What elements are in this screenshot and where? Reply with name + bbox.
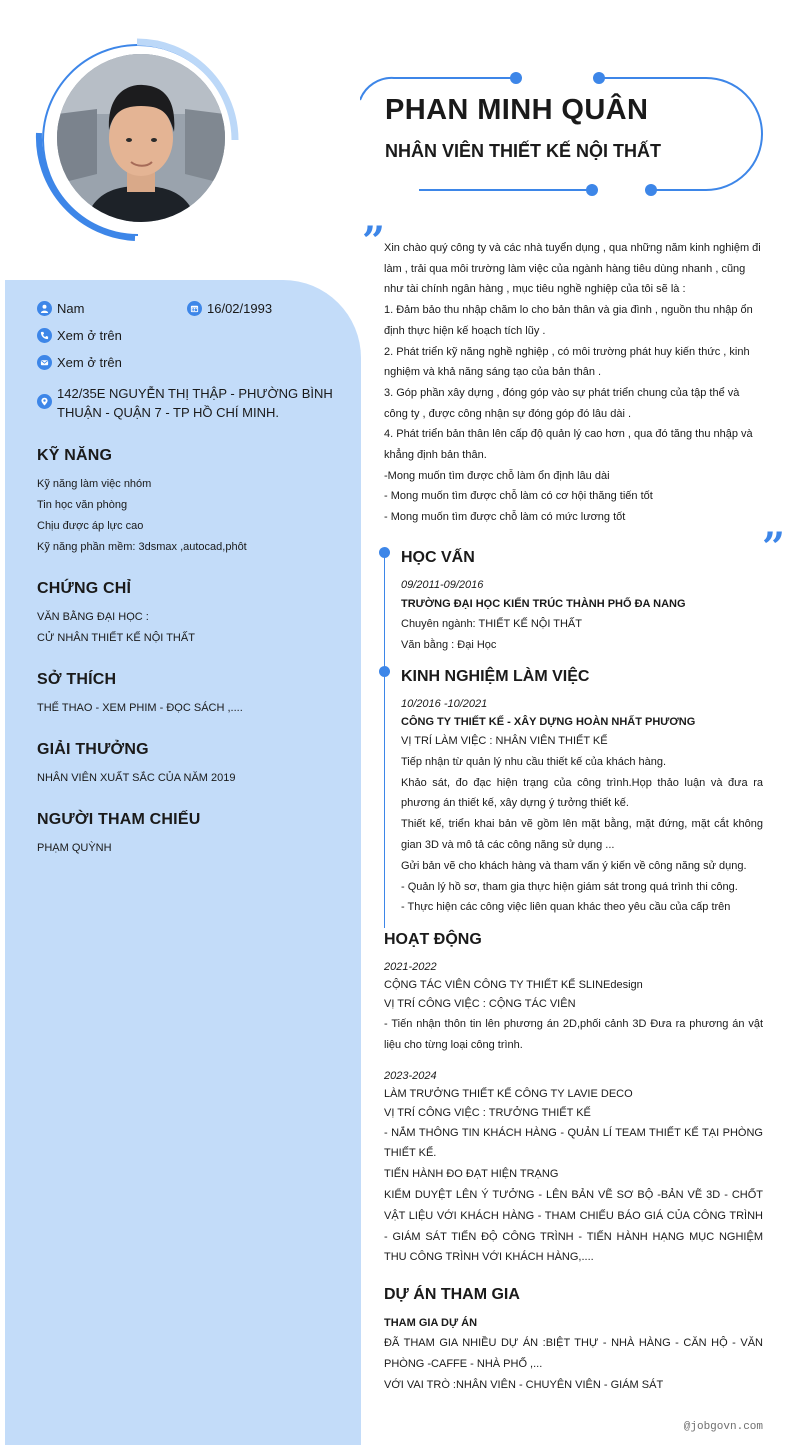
reference-item: PHẠM QUỲNH [37, 842, 112, 854]
activity-line: - NẮM THÔNG TIN KHÁCH HÀNG - QUẢN LÍ TEAM THIẾT KẾ TẠI PHÒNG THIẾT KẾ. [384, 1126, 763, 1160]
award-item: NHÂN VIÊN XUẤT SẮC CỦA NĂM 2019 [37, 772, 236, 784]
spacer [384, 1056, 763, 1067]
mail-icon [37, 355, 52, 370]
activities-heading: HOẠT ĐỘNG [384, 931, 482, 948]
education-section [401, 548, 763, 656]
timeline-line [384, 552, 385, 928]
education-date: 09/2011-09/2016 [401, 579, 484, 591]
activity-line: VỊ TRÍ CÔNG VIỆC : CỘNG TÁC VIÊN [384, 998, 576, 1010]
open-quote-icon: ” [362, 218, 386, 265]
education-heading: HỌC VẤN [401, 549, 475, 566]
skill-item: Kỹ năng phần mềm: 3dsmax ,autocad,phôt [37, 541, 247, 553]
objective-paragraph: - Mong muốn tìm được chỗ làm có cơ hội thăng tiến tốt [384, 490, 653, 503]
awards-section [37, 741, 337, 789]
address-value: 142/35E NGUYỄN THỊ THẬP - PHƯỜNG BÌNH THUẬN - QUẬN 7 - TP HỒ CHÍ MINH. [57, 386, 333, 420]
activity-line: CỘNG TÁC VIÊN CÔNG TY THIẾT KẾ SLINEdesign [384, 979, 643, 991]
objective-paragraph: 3. Góp phần xây dựng , đóng góp vào sự phát triển chung của tập thể và công ty , được công nhận sự đóng góp đó lâu dài . [384, 386, 740, 420]
references-heading: NGƯỜI THAM CHIẾU [37, 811, 201, 828]
certificates-heading: CHỨNG CHỈ [37, 580, 132, 597]
phone-value: Xem ở trên [57, 328, 122, 343]
profile-photo [57, 54, 225, 222]
gender-value: Nam [57, 301, 85, 316]
skill-item: Tin học văn phòng [37, 499, 128, 511]
hobby-item: THỂ THAO - XEM PHIM - ĐỌC SÁCH ,.... [37, 702, 243, 714]
phone-row [37, 327, 337, 345]
activity-date: 2023-2024 [384, 1069, 437, 1082]
activities-section [384, 930, 763, 1268]
candidate-name: PHAN MINH QUÂN [385, 94, 649, 126]
experience-heading: KINH NGHIỆM LÀM VIỆC [401, 668, 590, 685]
activity-line: TIẾN HÀNH ĐO ĐẠT HIỆN TRẠNG [384, 1168, 559, 1181]
hobbies-heading: SỞ THÍCH [37, 671, 117, 688]
avatar [57, 54, 225, 222]
project-line: VỚI VAI TRÒ :NHÂN VIÊN - CHUYÊN VIÊN - GIÁM SÁT [384, 1378, 664, 1391]
experience-line: - Quản lý hồ sơ, tham gia thực hiện giám sát trong quá trình thi công. [401, 880, 738, 893]
objective-paragraph: 4. Phát triển bản thân lên cấp độ quản lý cao hơn , qua đó tăng thu nhập và khẳng định bản thân. [384, 428, 753, 462]
experience-section [401, 667, 763, 918]
birthday-row [187, 300, 337, 318]
experience-line: - Thực hiện các công việc liên quan khác theo yêu cầu của cấp trên [401, 901, 731, 914]
activity-line: - Tiến nhận thôn tin lên phương án 2D,phối cảnh 3D Đưa ra phương án vật liệu cho từng loại công trình. [384, 1018, 763, 1051]
certificate-item: CỬ NHÂN THIẾT KẾ NỘI THẤT [37, 632, 195, 644]
experience-line: Gửi bản vẽ cho khách hàng và tham vấn ý kiến về công năng sử dụng. [401, 859, 747, 872]
phone-icon [37, 328, 52, 343]
education-line: Chuyên ngành: THIẾT KẾ NỘI THẤT [401, 618, 582, 630]
timeline-dot [379, 547, 390, 558]
location-icon [37, 394, 52, 409]
education-line: Văn bằng : Đại Học [401, 638, 497, 651]
sidebar [37, 300, 337, 859]
education-school: TRƯỜNG ĐẠI HỌC KIẾN TRÚC THÀNH PHỐ ĐA NANG [401, 598, 686, 610]
email-value: Xem ở trên [57, 355, 122, 370]
project-line: ĐÃ THAM GIA NHIỀU DỰ ÁN :BIỆT THỰ - NHÀ HÀNG - CĂN HỘ - VĂN PHÒNG -CAFFE - NHÀ PHỐ ,... [384, 1337, 763, 1370]
objective-paragraph: 2. Phát triển kỹ năng nghề nghiệp , có môi trường phát huy kiến thức , kinh nghiệm và khả năng sáng tạo của bản thân . [384, 345, 750, 379]
user-icon [37, 301, 52, 316]
timeline-dot [379, 666, 390, 677]
objective-paragraph: Xin chào quý công ty và các nhà tuyển dụng , qua những năm kinh nghiệm đi làm , trải qua môi trường làm việc của ngành hàng tiêu dùng nhanh , cũng như tài chính ngân hàng , mục tiêu nghề nghiệp của tôi sẽ là : [384, 242, 761, 296]
objective-paragraph: - Mong muốn tìm được chỗ làm có mức lương tốt [384, 511, 626, 524]
experience-date: 10/2016 -10/2021 [401, 698, 488, 710]
certificates-section [37, 580, 337, 649]
references-section [37, 811, 337, 859]
address-row [37, 384, 337, 422]
gender-row [37, 300, 187, 318]
activity-line: LÀM TRƯỞNG THIẾT KẾ CÔNG TY LAVIE DECO [384, 1087, 633, 1100]
activity-line: VỊ TRÍ CÔNG VIỆC : TRƯỞNG THIẾT KẾ [384, 1106, 591, 1119]
activity-line: KIỂM DUYỆT LÊN Ý TƯỞNG - LÊN BẢN VẼ SƠ BỘ -BẢN VẼ 3D - CHỐT VẬT LIỆU VỚI KHÁCH HÀNG - THAM CHIẾU BÁO GIÁ CỦA CÔNG TRÌNH - GIÁM SÁT TIẾN ĐỘ CÔNG TRÌNH - TIẾN HÀNH HẠNG MỤC NGHIỆM THU CÔNG TRÌNH VỚI KHÁCH HÀNG,.... [384, 1188, 763, 1264]
skill-item: Chịu được áp lực cao [37, 520, 144, 532]
projects-subtitle: THAM GIA DỰ ÁN [384, 1317, 478, 1329]
career-objective [384, 238, 764, 528]
awards-heading: GIẢI THƯỞNG [37, 741, 149, 758]
hobbies-section [37, 671, 337, 719]
header-decoration [360, 66, 780, 204]
skills-section [37, 447, 337, 558]
projects-heading: DỰ ÁN THAM GIA [384, 1286, 520, 1303]
birthday-value: 16/02/1993 [207, 301, 273, 316]
certificate-item: VĂN BẰNG ĐẠI HỌC : [37, 611, 149, 623]
activity-date: 2021-2022 [384, 961, 437, 973]
email-row [37, 354, 337, 372]
objective-paragraph: -Mong muốn tìm được chỗ làm ổn định lâu dài [384, 469, 610, 482]
experience-line: VỊ TRÍ LÀM VIỆC : NHÂN VIÊN THIẾT KẾ [401, 735, 608, 747]
calendar-icon [187, 301, 202, 316]
objective-paragraph: 1. Đảm bảo thu nhập chăm lo cho bản thân và gia đình , nguồn thu nhập ổn định thực hiện kế hoạch tích lũy . [384, 304, 753, 337]
skill-item: Kỹ năng làm việc nhóm [37, 478, 152, 490]
experience-line: Tiếp nhận từ quản lý nhu cầu thiết kế của khách hàng. [401, 755, 667, 768]
close-quote-icon: ” [762, 524, 786, 571]
experience-line: Khảo sát, đo đạc hiện trạng của công trình.Họp thảo luận và đưa ra phương án thiết kế, xây dựng ý tưởng thiết kế. [401, 776, 763, 810]
skills-heading: KỸ NĂNG [37, 447, 113, 464]
gender-birthday-row [37, 300, 337, 327]
experience-company: CÔNG TY THIẾT KẾ - XÂY DỰNG HOÀN NHẤT PHƯƠNG [401, 716, 696, 728]
job-title: NHÂN VIÊN THIẾT KẾ NỘI THẤT [385, 141, 662, 161]
site-credit: @jobgovn.com [683, 1421, 763, 1433]
experience-line: Thiết kế, triển khai bản vẽ gồm lên mặt bằng, mặt đứng, mặt cắt không gian 3D và mô tả các công năng sử dụng ... [401, 818, 763, 851]
projects-section [384, 1285, 763, 1395]
